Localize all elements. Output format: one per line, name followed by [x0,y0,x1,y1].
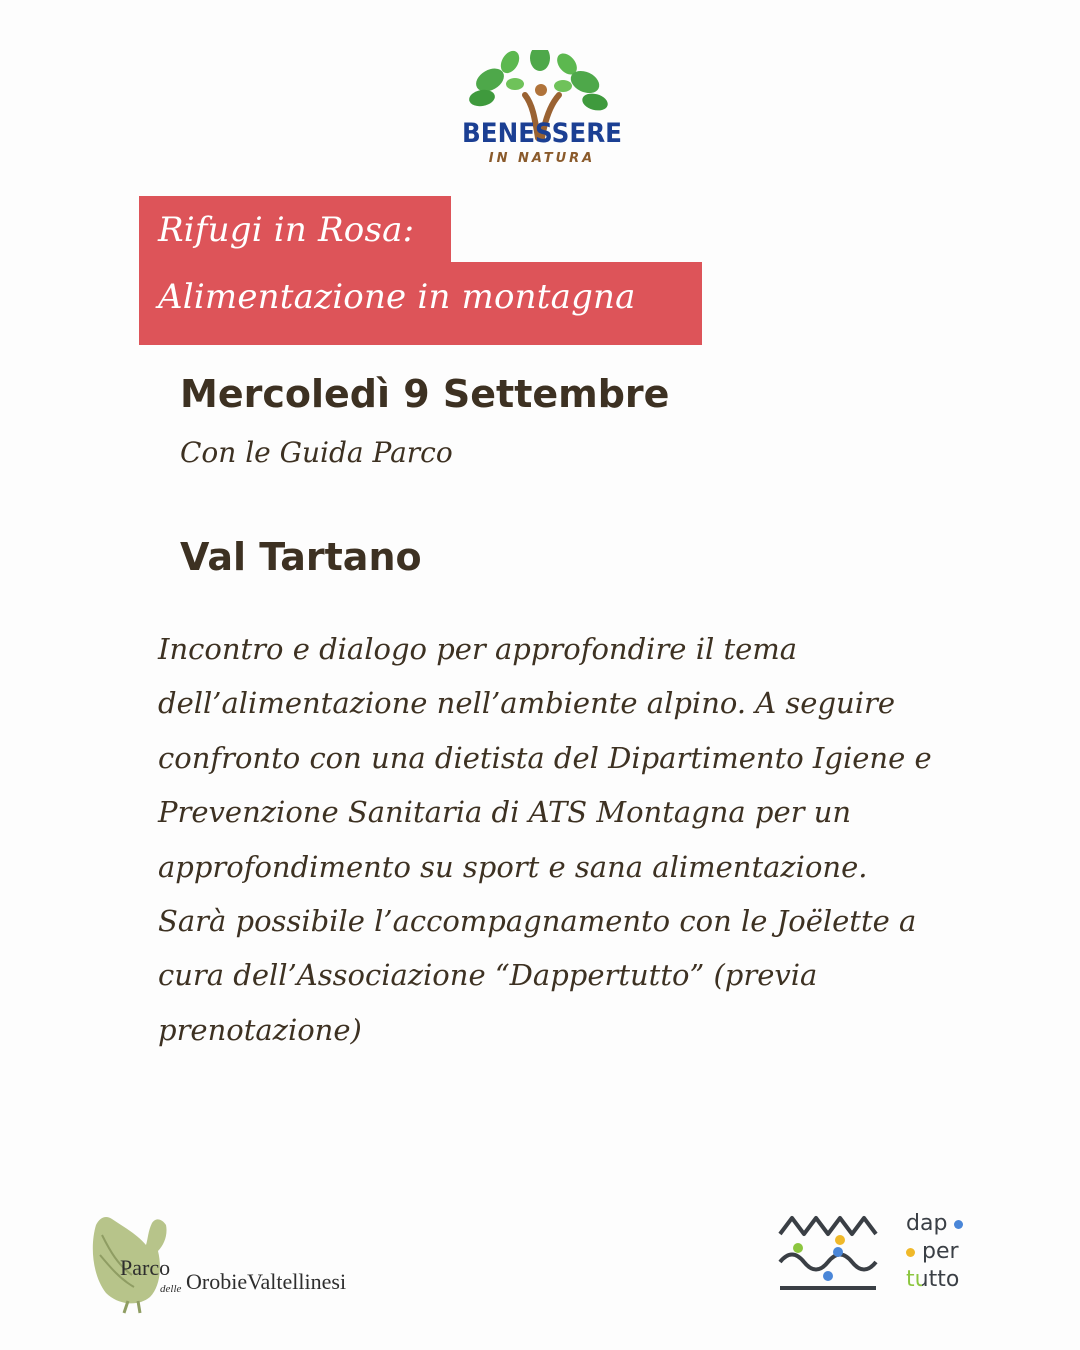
benessere-logo [455,50,630,168]
description-line: prenotazione) [158,1012,362,1047]
in-natura-text: IN NATURA [488,151,596,166]
yellow-dot-icon [906,1248,915,1257]
description-line: confronto con una dietista del Dipartimento Igiene e [158,740,932,775]
description-line: Prevenzione Sanitaria di ATS Montagna per un [158,795,852,830]
description-line: cura dell’Associazione “Dappertutto” (previa [158,958,818,993]
event-description [158,622,998,1057]
per-word: per [922,1239,959,1264]
description-line: approfondimento su sport e sana alimentazione. [158,849,868,884]
delle-word: delle [160,1283,182,1295]
parco-word: Parco [120,1255,171,1280]
benessere-text: BENESSERE [462,118,622,149]
mountains-waves-icon [776,1212,882,1294]
title-line-1: Rifugi in Rosa: [158,210,415,250]
parco-orobie-logo [88,1205,388,1315]
event-place: Val Tartano [180,535,422,579]
tree-person-icon [455,50,630,168]
dap-word: dap [906,1211,948,1236]
orobie-word: OrobieValtellinesi [186,1269,347,1294]
description-line: Sarà possibile l’accompagnamento con le Joëlette a [158,904,917,939]
event-date: Mercoledì 9 Settembre [180,372,670,416]
description-line: dell’alimentazione nell’ambiente alpino. A seguire [158,686,896,721]
dappertutto-wordmark [906,1210,986,1294]
tutto-word: tutto [906,1267,960,1292]
blue-dot-icon [954,1220,963,1229]
description-line: Incontro e dialogo per approfondire il tema [158,632,798,666]
event-guide: Con le Guida Parco [180,436,453,469]
title-line-2: Alimentazione in montagna [158,277,636,317]
